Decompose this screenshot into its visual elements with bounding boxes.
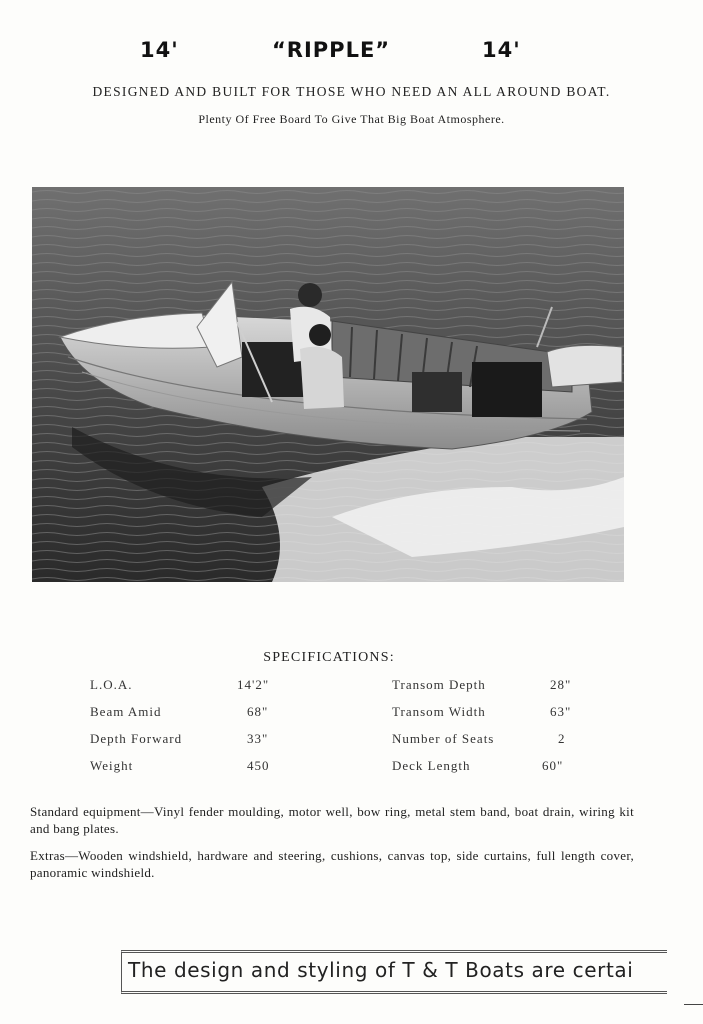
spec-value-weight: 450 — [247, 758, 270, 773]
spec-label-deck-length: Deck Length — [392, 758, 471, 773]
standard-equipment-paragraph: Standard equipment—Vinyl fender moulding, motor well, bow ring, metal stem band, boat drain, wiring kit and bang plates. — [30, 804, 634, 836]
subtitle: DESIGNED AND BUILT FOR THOSE WHO NEED AN ALL AROUND BOAT. — [92, 84, 611, 99]
spec-label-depth-forward: Depth Forward — [90, 731, 183, 746]
spec-label-transom-depth: Transom Depth — [392, 677, 486, 692]
spec-value-number-of-seats: 2 — [558, 731, 566, 746]
spec-label-number-of-seats: Number of Seats — [392, 731, 495, 746]
spec-value-transom-depth: 28" — [550, 677, 572, 692]
footer-banner — [121, 950, 667, 994]
model-name: “RIPPLE” — [272, 38, 391, 62]
page-edge-mark — [684, 1004, 703, 1005]
extras-paragraph: Extras—Wooden windshield, hardware and steering, cushions, canvas top, side curtains, full length cover, panoramic windshield. — [30, 848, 634, 880]
spec-label-beam: Beam Amid — [90, 704, 162, 719]
header-row — [0, 38, 703, 68]
footer-banner-text: The design and styling of T & T Boats are certai — [128, 958, 634, 982]
header-length-right: 14' — [482, 38, 521, 62]
specifications-title: SPECIFICATIONS: — [263, 650, 395, 665]
spec-value-depth-forward: 33" — [247, 731, 269, 746]
spec-label-weight: Weight — [90, 758, 134, 773]
spec-value-deck-length: 60" — [542, 758, 564, 773]
spec-value-transom-width: 63" — [550, 704, 572, 719]
spec-label-loa: L.O.A. — [90, 677, 133, 692]
boat-photo — [32, 187, 624, 582]
spec-label-transom-width: Transom Width — [392, 704, 486, 719]
spec-value-beam: 68" — [247, 704, 269, 719]
tagline: Plenty Of Free Board To Give That Big Boat Atmosphere. — [198, 112, 505, 126]
header-length-left: 14' — [140, 38, 179, 62]
spec-value-loa: 14'2" — [237, 677, 270, 692]
